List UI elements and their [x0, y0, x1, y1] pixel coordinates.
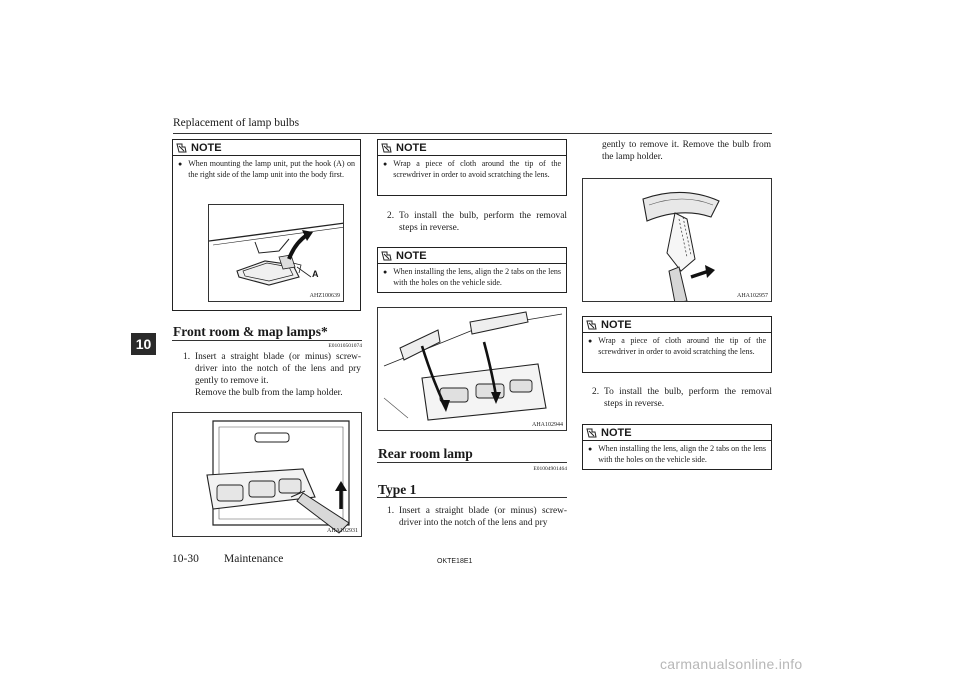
step-number: 2. — [387, 211, 395, 221]
note-header — [583, 317, 771, 333]
chapter-tab: 10 — [131, 333, 156, 355]
note-icon — [586, 319, 598, 331]
step-2-install-rear — [592, 386, 772, 410]
section-rule — [172, 340, 362, 341]
figure-lamp-hook — [208, 204, 344, 302]
note-label: NOTE — [191, 141, 222, 154]
note-icon — [586, 427, 598, 439]
figure-code: AHA102931 — [327, 528, 358, 534]
note-icon — [381, 142, 393, 154]
section-rule — [377, 462, 567, 463]
step-1-front — [183, 351, 361, 399]
step-number: 1. — [387, 506, 395, 516]
document-code: OKTE18E1 — [437, 558, 473, 565]
note-label: NOTE — [601, 318, 632, 331]
footer-section: Maintenance — [224, 553, 284, 565]
note-header — [378, 248, 566, 264]
note-box-mounting — [172, 139, 361, 311]
note-label: NOTE — [601, 426, 632, 439]
note-box-lens-tabs-rear — [582, 424, 772, 470]
bullet-icon: ● — [383, 160, 388, 168]
page-number: 10-30 — [172, 553, 199, 565]
section-heading-rear-room: Rear room lamp — [378, 446, 473, 461]
subsection-heading-type1: Type 1 — [378, 482, 417, 497]
step-2-install — [387, 210, 567, 234]
note-icon — [381, 250, 393, 262]
step-number: 1. — [183, 352, 191, 362]
note-label: NOTE — [396, 141, 427, 154]
figure-rear-lamp-cloth — [582, 178, 772, 302]
rear-lamp-illustration — [583, 179, 772, 302]
section-code: E01010501074 — [328, 343, 362, 349]
note-text: When installing the lens, align the 2 tabs on the lens with the holes on the vehicle side. — [598, 444, 766, 464]
section-heading-front-room: Front room & map lamps* — [173, 324, 328, 339]
note-text: Wrap a piece of cloth around the tip of the screwdriver in order to avoid scratching the lens. — [393, 159, 561, 179]
figure-code: AHA102944 — [532, 422, 563, 428]
note-body — [583, 333, 771, 360]
lamp-hook-illustration — [209, 205, 344, 302]
front-lamp-illustration — [173, 413, 362, 537]
step-text: Insert a straight blade (or minus) screw-driver into the notch of the lens and pry — [399, 506, 567, 528]
bullet-icon: ● — [588, 445, 593, 453]
figure-lens-install — [377, 307, 567, 431]
step-number: 2. — [592, 387, 600, 397]
note-box-lens-tabs — [377, 247, 567, 293]
note-header — [583, 425, 771, 441]
header-rule — [173, 133, 772, 134]
bullet-icon: ● — [178, 160, 183, 168]
note-body — [378, 156, 566, 183]
bullet-icon: ● — [588, 337, 593, 345]
bullet-icon: ● — [383, 268, 388, 276]
running-header: Replacement of lamp bulbs — [173, 117, 300, 129]
section-code: E01004901464 — [533, 466, 567, 472]
subsection-rule — [377, 497, 567, 498]
note-label: NOTE — [396, 249, 427, 262]
note-box-cloth — [377, 139, 567, 196]
figure-callout-letter: A — [312, 269, 319, 279]
step-text: To install the bulb, perform the removal steps in reverse. — [399, 211, 567, 233]
note-text: When mounting the lamp unit, put the hook (A) on the right side of the lamp unit into the body first. — [188, 159, 355, 179]
note-header — [173, 140, 360, 156]
step-text: Insert a straight blade (or minus) screw-driver into the notch of the lens and pry gently to remove it. — [195, 352, 361, 386]
figure-code: AHZ100639 — [309, 293, 340, 299]
watermark-link[interactable]: carmanualsonline.info — [660, 656, 803, 672]
note-body — [583, 441, 771, 468]
note-body — [378, 264, 566, 291]
step-1-rear-continued: gently to remove it. Remove the bulb from the lamp holder. — [602, 140, 771, 162]
figure-front-lamp-screwdriver — [172, 412, 362, 537]
note-text: Wrap a piece of cloth around the tip of the screwdriver in order to avoid scratching the lens. — [598, 336, 766, 356]
note-body — [173, 156, 360, 183]
step-text-2: Remove the bulb from the lamp holder. — [195, 388, 343, 398]
lens-install-illustration — [378, 308, 567, 431]
step-1-rear — [387, 505, 567, 529]
note-text: When installing the lens, align the 2 tabs on the lens with the holes on the vehicle side. — [393, 267, 561, 287]
note-icon — [176, 142, 188, 154]
note-header — [378, 140, 566, 156]
step-text: To install the bulb, perform the removal steps in reverse. — [604, 387, 772, 409]
figure-code: AHA102957 — [737, 293, 768, 299]
note-box-cloth-rear — [582, 316, 772, 373]
